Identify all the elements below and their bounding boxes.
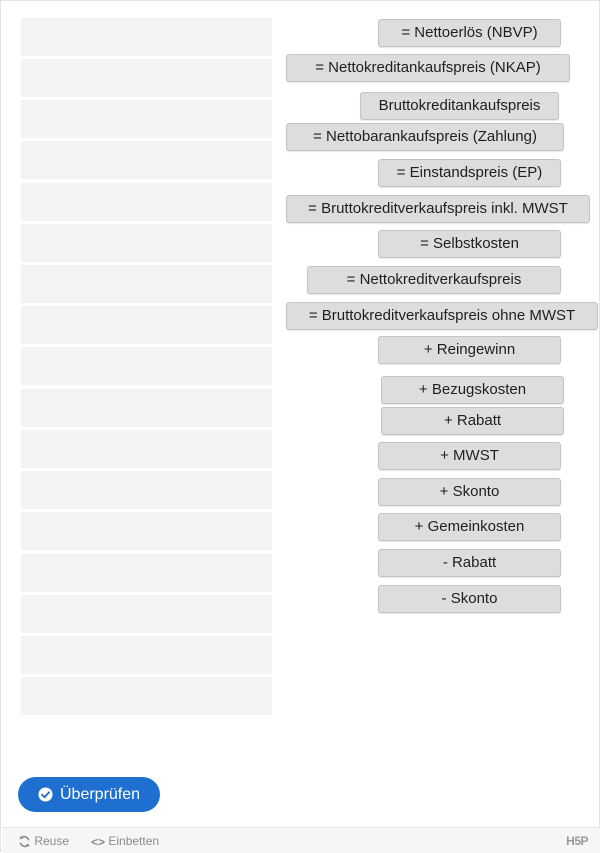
check-circle-icon xyxy=(38,787,53,802)
reuse-label: Reuse xyxy=(34,834,70,848)
drop-zone-6[interactable] xyxy=(21,224,272,262)
draggable-item[interactable]: = Selbstkosten xyxy=(378,230,561,258)
draggable-item[interactable]: = Nettokreditankaufspreis (NKAP) xyxy=(286,54,570,82)
drop-zone-8[interactable] xyxy=(21,306,272,344)
embed-label: Einbetten xyxy=(108,834,160,848)
draggable-item[interactable]: + Reingewinn xyxy=(378,336,561,364)
drop-zone-11[interactable] xyxy=(21,430,272,468)
h5p-footer xyxy=(2,827,600,853)
draggable-item[interactable]: = Nettokreditverkaufspreis xyxy=(307,266,561,294)
reuse-icon xyxy=(18,835,31,848)
reuse-link[interactable] xyxy=(18,834,69,848)
draggable-item[interactable]: + Gemeinkosten xyxy=(378,513,561,541)
draggable-item[interactable]: + Skonto xyxy=(378,478,561,506)
drop-zone-3[interactable] xyxy=(21,100,272,138)
draggable-item[interactable]: + MWST xyxy=(378,442,561,470)
draggable-item[interactable]: = Bruttokreditverkaufspreis ohne MWST xyxy=(286,302,598,330)
draggable-item[interactable]: - Rabatt xyxy=(378,549,561,577)
drop-zone-16[interactable] xyxy=(21,636,272,674)
draggable-item[interactable]: = Einstandspreis (EP) xyxy=(378,159,561,187)
draggable-item[interactable]: + Bezugskosten xyxy=(381,376,564,404)
drop-zone-4[interactable] xyxy=(21,141,272,179)
draggable-item[interactable]: - Skonto xyxy=(378,585,561,613)
draggable-item[interactable]: Bruttokreditankaufspreis xyxy=(360,92,559,120)
drop-zone-12[interactable] xyxy=(21,471,272,509)
embed-code-icon: <> xyxy=(91,834,106,849)
embed-link[interactable] xyxy=(91,834,159,849)
drop-zone-5[interactable] xyxy=(21,183,272,221)
drop-zone-13[interactable] xyxy=(21,512,272,550)
draggable-item[interactable]: + Rabatt xyxy=(381,407,564,435)
drop-zone-9[interactable] xyxy=(21,347,272,385)
drop-zone-17[interactable] xyxy=(21,677,272,715)
drop-zone-14[interactable] xyxy=(21,554,272,592)
drop-zone-10[interactable] xyxy=(21,389,272,427)
drop-zone-1[interactable] xyxy=(21,18,272,56)
drop-zone-15[interactable] xyxy=(21,595,272,633)
draggable-item[interactable]: = Nettobarankaufspreis (Zahlung) xyxy=(286,123,564,151)
h5p-logo: H5P xyxy=(566,834,588,848)
drop-zone-7[interactable] xyxy=(21,265,272,303)
check-button-label: Überprüfen xyxy=(60,786,141,803)
drop-zone-2[interactable] xyxy=(21,59,272,97)
draggable-item[interactable]: = Nettoerlös (NBVP) xyxy=(378,19,561,47)
draggable-item[interactable]: = Bruttokreditverkaufspreis inkl. MWST xyxy=(286,195,590,223)
check-button[interactable] xyxy=(18,777,160,812)
